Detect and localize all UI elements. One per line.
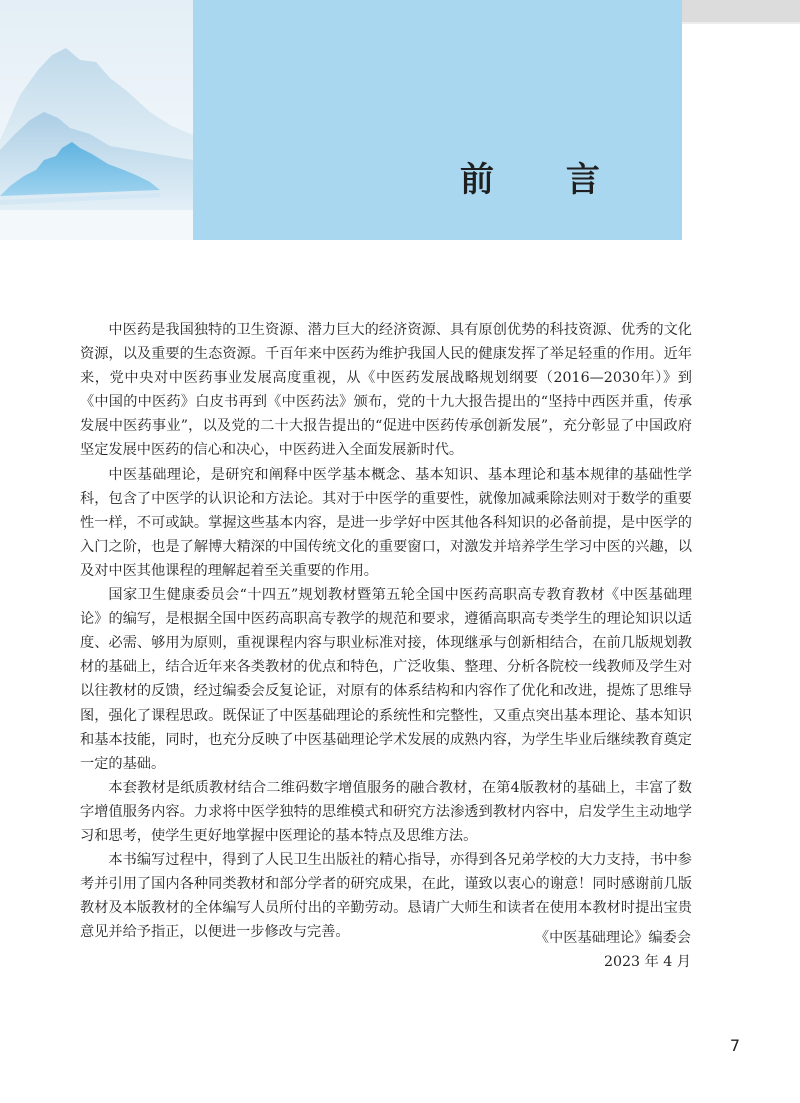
paragraph-5: 本书编写过程中，得到了人民卫生出版社的精心指导，亦得到各兄弟学校的大力支持，书中参考并引用了国内各种同类教材和部分学者的研究成果，在此，谨致以衷心的谢意！同时感谢前几版教材及本版教材的全体编写人员所付出的辛勤劳动。恳请广大师生和读者在使用本教材时提出宝贵意见并给予指正，以便进一步修改与完善。: [80, 852, 692, 941]
header-landscape-image: [0, 0, 193, 240]
preface-body: [80, 318, 692, 944]
header-grey-strip: [682, 0, 800, 22]
header-band: [0, 0, 682, 240]
paragraph-4: 本套教材是纸质教材结合二维码数字增值服务的融合教材，在第4版教材的基础上，丰富了数字增值服务内容。力求将中医学独特的思维模式和研究方法渗透到教材内容中，启发学生主动地学习和思考，使学生更好地掌握中医理论的基本特点及思维方法。: [80, 779, 692, 844]
header-grey-line: [682, 22, 800, 24]
paragraph-1: 中医药是我国独特的卫生资源、潜力巨大的经济资源、具有原创优势的科技资源、优秀的文化资源，以及重要的生态资源。千百年来中医药为维护我国人民的健康发挥了举足轻重的作用。近年来，党中央对中医药事业发展高度重视，从《中医药发展战略规划纲要（2016—2030年）》到《中国的中医药》白皮书再到《中医药法》颁布，党的十九大报告提出的“坚持中西医并重，传承发展中医药事业”，以及党的二十大报告提出的“促进中医药传承创新发展”，充分彰显了中国政府坚定发展中医药的信心和决心，中医药进入全面发展新时代。: [80, 322, 692, 459]
mountain-landscape-icon: [0, 0, 193, 240]
paragraph-3: 国家卫生健康委员会“十四五”规划教材暨第五轮全国中医药高职高专教育教材《中医基础理论》的编写，是根据全国中医药高职高专教学的规范和要求，遵循高职高专类学生的理论知识以适度、必需、够用为原则，重视课程内容与职业标准对接，体现继承与创新相结合，在前几版规划教材的基础上，结合近年来各类教材的优点和特色，广泛收集、整理、分析各院校一线教师及学生对以往教材的反馈，经过编委会反复论证，对原有的体系结构和内容作了优化和改进，提炼了思维导图，强化了课程思政。既保证了中医基础理论的系统性和完整性，又重点突出基本理论、基本知识和基本技能，同时，也充分反映了中医基础理论学术发展的成熟内容，为学生毕业后继续教育奠定一定的基础。: [80, 587, 692, 772]
paragraph-2: 中医基础理论，是研究和阐释中医学基本概念、基本知识、基本理论和基本规律的基础性学科，包含了中医学的认识论和方法论。其对于中医学的重要性，就像加减乘除法则对于数学的重要性一样，不可或缺。掌握这些基本内容，是进一步学好中医其他各科知识的必备前提，是中医学的入门之阶，也是了解博大精深的中国传统文化的重要窗口，对激发并培养学生学习中医的兴趣，以及对中医其他课程的理解起着至关重要的作用。: [80, 466, 692, 579]
date-line: 2023 年 4 月: [603, 954, 691, 970]
page-number: 7: [729, 1036, 740, 1055]
page-title: 前 言: [460, 160, 630, 200]
signature-line: 《中医基础理论》编委会: [534, 930, 691, 946]
